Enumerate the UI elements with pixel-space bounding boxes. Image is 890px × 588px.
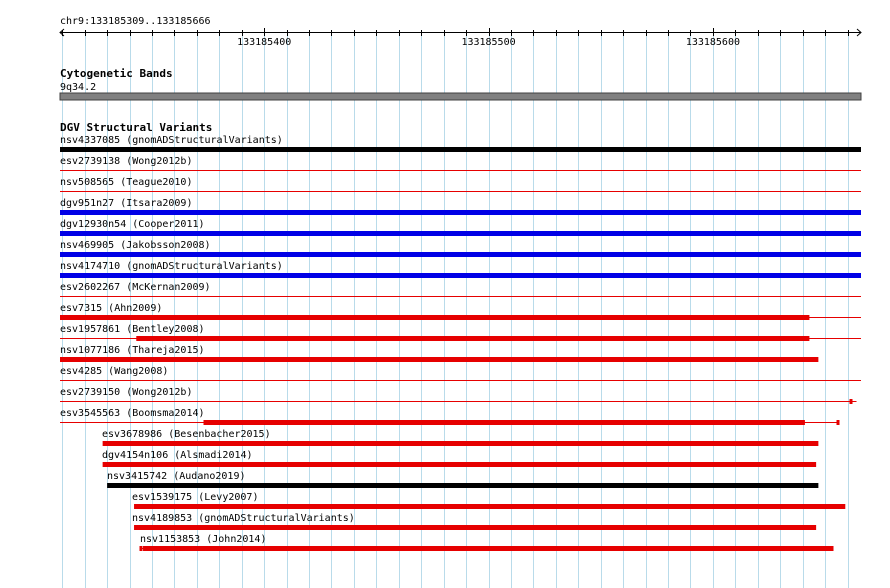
feature-bar xyxy=(60,315,809,320)
feature-label: nsv469905 (Jakobsson2008) xyxy=(60,240,211,251)
feature-bar xyxy=(134,525,816,530)
dgv-feature[interactable] xyxy=(60,177,861,192)
feature-label: esv2739150 (Wong2012b) xyxy=(60,387,193,398)
feature-bar xyxy=(60,231,861,236)
feature-id: dgv951n27 xyxy=(60,198,115,209)
feature-id: nsv4337085 xyxy=(60,135,121,146)
feature-label: nsv508565 (Teague2010) xyxy=(60,177,193,188)
cytoband-track-title: Cytogenetic Bands xyxy=(60,67,173,80)
feature-label: esv3545563 (Boomsma2014) xyxy=(60,408,205,419)
feature-bar xyxy=(143,546,832,551)
feature-id: nsv508565 xyxy=(60,177,115,188)
ruler-tick-label: 133185400 xyxy=(237,37,292,48)
feature-label: nsv4174710 (gnomADStructuralVariants) xyxy=(60,261,283,272)
dgv-feature[interactable] xyxy=(60,135,861,152)
cytoband-bar[interactable] xyxy=(60,93,861,100)
dgv-feature[interactable] xyxy=(102,450,816,467)
dgv-feature-list xyxy=(60,135,861,551)
feature-study: Bentley2008 xyxy=(132,324,199,335)
feature-study: Thareja2015 xyxy=(132,345,199,356)
feature-id: esv2602267 xyxy=(60,282,121,293)
feature-study: Levy2007 xyxy=(204,492,253,503)
feature-id: dgv4154n106 xyxy=(102,450,169,461)
feature-end-cap xyxy=(204,420,207,425)
dgv-track-title: DGV Structural Variants xyxy=(60,121,213,134)
feature-label: dgv951n27 (Itsara2009) xyxy=(60,198,193,209)
feature-label: esv2739138 (Wong2012b) xyxy=(60,156,193,167)
feature-study: Alsmadi2014 xyxy=(180,450,247,461)
feature-label: esv3678986 (Besenbacher2015) xyxy=(102,429,271,440)
dgv-feature[interactable] xyxy=(60,219,861,236)
feature-bar xyxy=(134,504,845,509)
dgv-feature[interactable] xyxy=(60,303,861,320)
feature-bar xyxy=(60,210,861,215)
feature-bar xyxy=(60,147,861,152)
feature-bar xyxy=(103,462,816,467)
feature-id: nsv3415742 xyxy=(107,471,168,482)
dgv-feature[interactable] xyxy=(60,366,861,381)
feature-id: esv3545563 xyxy=(60,408,121,419)
feature-label: esv7315 (Ahn2009) xyxy=(60,303,163,314)
feature-label: nsv1153853 (John2014) xyxy=(140,534,267,545)
feature-id: esv2739138 xyxy=(60,156,121,167)
feature-label: nsv3415742 (Audano2019) xyxy=(107,471,246,482)
ruler-tick-label: 133185500 xyxy=(461,37,516,48)
feature-bar xyxy=(60,273,861,278)
feature-id: esv3678986 xyxy=(102,429,163,440)
feature-study: Wong2012b xyxy=(132,156,187,167)
feature-study: gnomADStructuralVariants xyxy=(132,261,277,272)
dgv-feature[interactable] xyxy=(132,492,845,509)
feature-study: Besenbacher2015 xyxy=(174,429,265,440)
feature-label: nsv4189853 (gnomADStructuralVariants) xyxy=(132,513,355,524)
feature-label: esv1957861 (Bentley2008) xyxy=(60,324,205,335)
feature-bar xyxy=(103,441,819,446)
region-label: chr9:133185309..133185666 xyxy=(60,16,211,27)
feature-id: esv1957861 xyxy=(60,324,121,335)
feature-label: dgv12930n54 (Cooper2011) xyxy=(60,219,205,230)
feature-id: esv2739150 xyxy=(60,387,121,398)
dgv-feature[interactable] xyxy=(60,408,840,425)
feature-bar xyxy=(206,420,805,425)
dgv-feature[interactable] xyxy=(60,261,861,278)
feature-study: McKernan2009 xyxy=(132,282,205,293)
feature-id: nsv469905 xyxy=(60,240,115,251)
feature-study: gnomADStructuralVariants xyxy=(204,513,349,524)
dgv-feature[interactable] xyxy=(60,240,861,257)
feature-end-cap xyxy=(850,399,853,404)
feature-study: Audano2019 xyxy=(179,471,240,482)
feature-end-cap xyxy=(140,546,143,551)
feature-study: gnomADStructuralVariants xyxy=(132,135,277,146)
feature-id: nsv1153853 xyxy=(140,534,201,545)
feature-study: Wong2012b xyxy=(132,387,187,398)
feature-study: Cooper2011 xyxy=(138,219,199,230)
feature-id: nsv4189853 xyxy=(132,513,193,524)
feature-label: dgv4154n106 (Alsmadi2014) xyxy=(102,450,253,461)
dgv-feature[interactable] xyxy=(60,324,861,341)
feature-label: esv1539175 (Levy2007) xyxy=(132,492,259,503)
dgv-feature[interactable] xyxy=(60,345,818,362)
feature-label: esv2602267 (McKernan2009) xyxy=(60,282,211,293)
feature-bar xyxy=(60,252,861,257)
dgv-feature[interactable] xyxy=(140,534,834,551)
dgv-feature[interactable] xyxy=(102,429,818,446)
feature-bar xyxy=(107,483,818,488)
dgv-feature[interactable] xyxy=(60,387,857,404)
dgv-feature[interactable] xyxy=(60,282,861,297)
feature-study: Teague2010 xyxy=(126,177,187,188)
feature-bar xyxy=(136,336,809,341)
feature-study: Jakobsson2008 xyxy=(126,240,205,251)
ruler-tick-label: 133185600 xyxy=(685,37,741,48)
dgv-feature[interactable] xyxy=(107,471,818,488)
feature-id: nsv4174710 xyxy=(60,261,121,272)
feature-id: esv1539175 xyxy=(132,492,193,503)
feature-id: esv4285 xyxy=(60,366,103,377)
feature-label: esv4285 (Wang2008) xyxy=(60,366,169,377)
feature-bar xyxy=(60,357,818,362)
cytoband-label: 9q34.2 xyxy=(60,82,97,93)
feature-study: Ahn2009 xyxy=(114,303,157,314)
dgv-feature[interactable] xyxy=(60,198,861,215)
feature-label: nsv4337085 (gnomADStructuralVariants) xyxy=(60,135,283,146)
feature-study: John2014 xyxy=(212,534,261,545)
feature-end-cap xyxy=(837,420,840,425)
feature-study: Wang2008 xyxy=(114,366,163,377)
feature-end-cap xyxy=(831,546,834,551)
feature-id: dgv12930n54 xyxy=(60,219,127,230)
feature-study: Itsara2009 xyxy=(126,198,187,209)
dgv-feature[interactable] xyxy=(60,156,861,171)
feature-id: esv7315 xyxy=(60,303,103,314)
feature-study: Boomsma2014 xyxy=(132,408,199,419)
coordinate-ruler xyxy=(60,28,861,48)
feature-id: nsv1077186 xyxy=(60,345,121,356)
feature-label: nsv1077186 (Thareja2015) xyxy=(60,345,205,356)
